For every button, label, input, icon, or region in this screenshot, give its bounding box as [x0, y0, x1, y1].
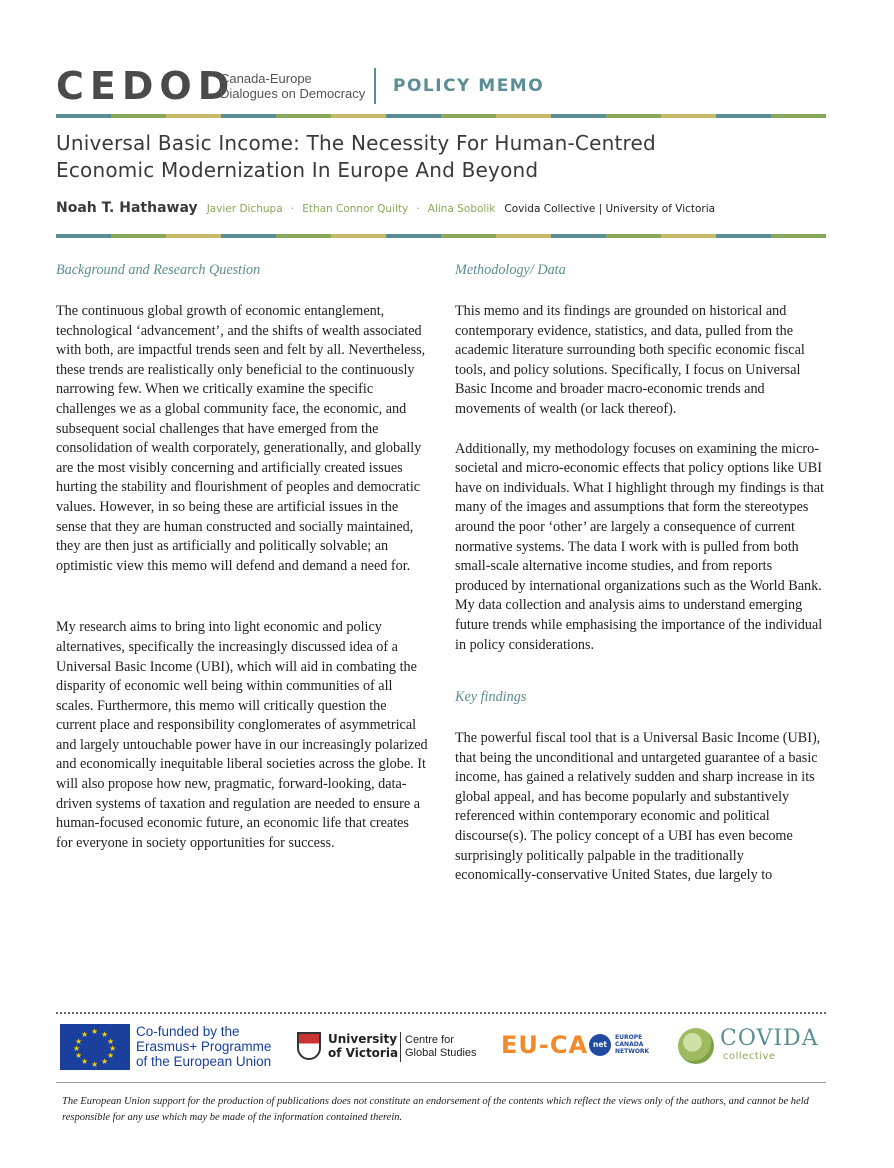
page-title: [56, 130, 826, 184]
stripe-segment: [111, 114, 166, 118]
covida-subtitle: collective: [723, 1051, 776, 1062]
euca-small-line: CANADA: [615, 1041, 644, 1048]
stripe-segment: [606, 234, 661, 238]
main-author: Noah T. Hathaway: [56, 200, 198, 216]
centre-global-studies: [405, 1034, 477, 1060]
stripe-segment: [441, 234, 496, 238]
co-author: Javier Dichupa: [206, 203, 283, 215]
funder-logos: [56, 1022, 826, 1072]
stripe-segment: [331, 114, 386, 118]
uvic-divider: [400, 1032, 401, 1062]
cedod-logo: [56, 66, 235, 106]
centre-line: Centre for: [405, 1034, 454, 1046]
co-author: Alina Sobolik: [427, 203, 496, 215]
author-separator: ·: [290, 203, 295, 215]
section-heading: Methodology/ Data: [455, 262, 566, 278]
footer-dotted-divider: [56, 1012, 826, 1014]
stripe-segment: [551, 234, 606, 238]
author-separator: ·: [416, 203, 420, 215]
stripe-segment: [771, 114, 826, 118]
stripe-segment: [331, 234, 386, 238]
uvic-line: University: [328, 1032, 398, 1046]
body-paragraph: The powerful fiscal tool that is a Universal Basic Income (UBI), that being the unconditional and untargeted guarantee of a basic income, has gained a relatively sudden and sharp increase in its global appeal, and has become popularly and substantively referenced within contemporary economic and political discourse(s). The policy concept of a UBI has even become surprisingly politically palpable in the traditionally economically-conservative United States, due largely to: [455, 730, 821, 884]
stripe-segment: [111, 234, 166, 238]
euca-logo: EU-CA: [501, 1031, 589, 1059]
eu-line: Erasmus+ Programme: [136, 1039, 272, 1054]
title-line-1: Universal Basic Income: The Necessity For Human-Centred: [56, 131, 656, 155]
stripe-segment: [56, 114, 111, 118]
eu-line: Co-funded by the: [136, 1024, 240, 1039]
stripe-segment: [496, 114, 551, 118]
body-paragraph: My research aims to bring into light economic and policy alternatives, specifically the increasingly discussed idea of a Universal Basic Income (UBI), which will aid in combating the disparity of economic well being within communities of all scales. Furthermore, this memo will critically question the current place and responsibility conglomerates of asymmetrical and largely untouchable power have in our increasingly polarized and economically inequitable liberal societies across the globe. It will also propose how new, pragmatic, forward-looking, data-driven systems of taxation and regulation are needed to ensure a human-focused economic future, an economic life that creates for everyone in society opportunities for success.: [56, 619, 428, 851]
header-stripe-top: [56, 114, 826, 118]
stripe-segment: [661, 234, 716, 238]
covida-leaf-icon: [678, 1028, 714, 1064]
stripe-segment: [441, 114, 496, 118]
stripe-segment: [716, 114, 771, 118]
stripe-segment: [606, 114, 661, 118]
stripe-segment: [166, 234, 221, 238]
right-column: [455, 260, 827, 906]
logo-subtitle-line2: Dialogues on Democracy: [220, 86, 366, 101]
co-author: Ethan Connor Quilty: [302, 203, 409, 215]
covida-name: COVIDA: [720, 1026, 819, 1051]
logo-wordmark: CEDOD: [56, 64, 236, 108]
doc-type-label: POLICY MEMO: [393, 76, 545, 96]
affiliation: Covida Collective | University of Victoria: [504, 203, 716, 215]
left-column: [56, 260, 428, 873]
disclaimer-divider: [56, 1082, 826, 1083]
logo-subtitle-line1: Canada-Europe: [220, 71, 312, 86]
eu-funding-label: [136, 1024, 271, 1069]
uvic-crest-icon: [297, 1032, 321, 1060]
author-line: [56, 197, 715, 216]
body-paragraph: This memo and its findings are grounded on historical and contemporary evidence, statistics, and data, pulled from the academic literature surrounding both specific economic fiscal tools, and policy solutions. Specifically, I focus on Universal Basic Income and broader macro-economic trends and movements of wealth (or lack thereof).: [455, 303, 805, 417]
euca-small-line: EUROPE: [615, 1034, 643, 1041]
uvic-line: of Victoria: [328, 1046, 399, 1060]
section-heading: Key findings: [455, 689, 527, 706]
uvic-name: [328, 1032, 398, 1060]
stripe-segment: [386, 114, 441, 118]
euca-small-line: NETWORK: [615, 1048, 650, 1055]
centre-line: Global Studies: [405, 1047, 477, 1059]
header-stripe-bottom: [56, 234, 826, 238]
title-line-2: Economic Modernization In Europe And Beyond: [56, 158, 539, 182]
euca-net-badge: net: [589, 1034, 611, 1056]
stripe-segment: [221, 234, 276, 238]
body-paragraph: Additionally, my methodology focuses on examining the micro-societal and micro-economic effects that policy options like UBI have on individuals. What I highlight through my findings is that many of the images and assumptions that form the stereotypes around the poor ‘other’ are largely a consequence of current normative systems. The data I work with is pulled from both small-scale alternative income studies, and from reports produced by international organizations such as the World Bank. My data collection and analysis aims to understand emerging future trends while emphasising the importance of the individual in policy considerations.: [455, 440, 824, 653]
stripe-segment: [496, 234, 551, 238]
eu-disclaimer: The European Union support for the production of publications does not constitute an endorsement of the contents which reflect the views only of the authors, and cannot be held responsible for any use which may be made of the information contained therein.: [62, 1096, 809, 1123]
stripe-segment: [716, 234, 771, 238]
stripe-segment: [56, 234, 111, 238]
section-heading: Background and Research Question: [56, 262, 261, 278]
stripe-segment: [661, 114, 716, 118]
eu-flag-icon: ★ ★ ★ ★ ★ ★ ★ ★ ★ ★ ★ ★: [60, 1024, 130, 1070]
stripe-segment: [276, 234, 331, 238]
body-paragraph: The continuous global growth of economic entanglement, technological ‘advancement’, and the shifts of wealth associated with both, are impactful trends seen and felt by all. Nevertheless, these trends are realistically only beneficial to the continuously narrowing few. When we critically examine the specific challenges we as a global community face, the economic, and subsequent social challenges that have emerged from the consolidation of wealth corporately, generationally, and globally are the most visibly concerning and artificially created issues hurting the stability and flourishment of peoples and democratic values. However, in so being these are artificial issues in the sense that they are human constructed and socially maintained, they are then just as artificially and politically solvable; an optimistic view this memo will defend and demand a need for.: [56, 303, 426, 574]
logo-subtitle: [220, 71, 365, 101]
stripe-segment: [771, 234, 826, 238]
stripe-segment: [551, 114, 606, 118]
header-divider: [374, 68, 376, 104]
stripe-segment: [276, 114, 331, 118]
stripe-segment: [221, 114, 276, 118]
stripe-segment: [386, 234, 441, 238]
eu-line: of the European Union: [136, 1054, 272, 1069]
euca-network-label: [615, 1034, 649, 1055]
stripe-segment: [166, 114, 221, 118]
